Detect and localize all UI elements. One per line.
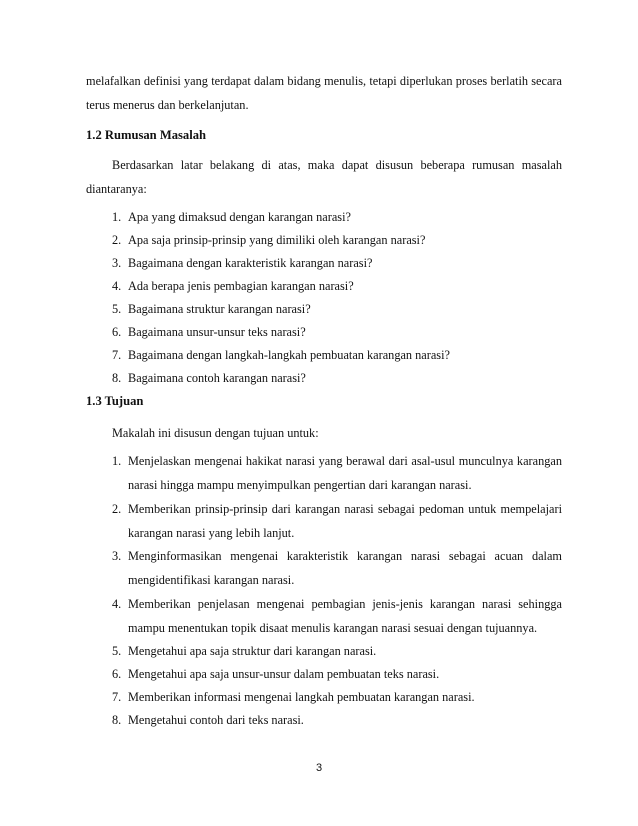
list-text: Bagaimana struktur karangan narasi?: [128, 302, 311, 316]
list-text: Mengetahui apa saja struktur dari karangan narasi.: [128, 644, 377, 658]
list-number: 3.: [112, 256, 122, 270]
list-text: Bagaimana contoh karangan narasi?: [128, 371, 306, 385]
list-text: Bagaimana unsur-unsur teks narasi?: [128, 325, 306, 339]
list-number: 4.: [112, 279, 122, 293]
list-text-line-2: mampu menentukan topik disaat menulis karangan narasi sesuai dengan tujuannya.: [128, 621, 538, 635]
rumusan-paragraph-line-2: diantaranya:: [86, 182, 147, 196]
list-number: 8.: [112, 371, 122, 385]
list-text: Ada berapa jenis pembagian karangan narasi?: [128, 279, 354, 293]
rumusan-paragraph-line-1: Berdasarkan latar belakang di atas, maka dapat disusun beberapa rumusan masalah: [112, 158, 562, 172]
list-number: 6.: [112, 325, 122, 339]
list-text: Mengetahui contoh dari teks narasi.: [128, 713, 304, 727]
list-number: 2.: [112, 502, 122, 516]
tujuan-intro: Makalah ini disusun dengan tujuan untuk:: [112, 426, 319, 440]
list-number: 2.: [112, 233, 122, 247]
list-number: 8.: [112, 713, 122, 727]
list-number: 7.: [112, 690, 122, 704]
list-text-line-2: mengidentifikasi karangan narasi.: [128, 573, 295, 587]
section-heading-rumusan-masalah: 1.2 Rumusan Masalah: [86, 128, 207, 142]
list-text: Bagaimana dengan karakteristik karangan narasi?: [128, 256, 373, 270]
list-text-line-1: Menjelaskan mengenai hakikat narasi yang berawal dari asal-usul munculnya karangan: [128, 454, 562, 468]
list-text-line-1: Memberikan prinsip-prinsip dari karangan narasi sebagai pedoman untuk mempelajari: [128, 502, 562, 516]
list-number: 7.: [112, 348, 122, 362]
page-number: 3: [315, 762, 323, 774]
list-number: 4.: [112, 597, 122, 611]
list-text: Bagaimana dengan langkah-langkah pembuatan karangan narasi?: [128, 348, 450, 362]
list-text-line-1: Menginformasikan mengenai karakteristik karangan narasi sebagai acuan dalam: [128, 549, 562, 563]
list-number: 5.: [112, 302, 122, 316]
list-text: Memberikan informasi mengenai langkah pembuatan karangan narasi.: [128, 690, 475, 704]
list-text-line-1: Memberikan penjelasan mengenai pembagian jenis-jenis karangan narasi sehingga: [128, 597, 562, 611]
list-text: Mengetahui apa saja unsur-unsur dalam pembuatan teks narasi.: [128, 667, 440, 681]
section-heading-tujuan: 1.3 Tujuan: [86, 394, 144, 408]
list-text-line-2: karangan narasi yang lebih lanjut.: [128, 526, 295, 540]
list-number: 5.: [112, 644, 122, 658]
list-text: Apa yang dimaksud dengan karangan narasi?: [128, 210, 351, 224]
list-number: 6.: [112, 667, 122, 681]
intro-line-2: terus menerus dan berkelanjutan.: [86, 98, 249, 112]
list-text: Apa saja prinsip-prinsip yang dimiliki oleh karangan narasi?: [128, 233, 426, 247]
list-text-line-2: narasi hingga mampu menyimpulkan pengertian dari karangan narasi.: [128, 478, 472, 492]
list-number: 1.: [112, 210, 122, 224]
list-number: 1.: [112, 454, 122, 468]
intro-line-1: melafalkan definisi yang terdapat dalam bidang menulis, tetapi diperlukan proses berlatih secara: [86, 74, 562, 88]
list-number: 3.: [112, 549, 122, 563]
